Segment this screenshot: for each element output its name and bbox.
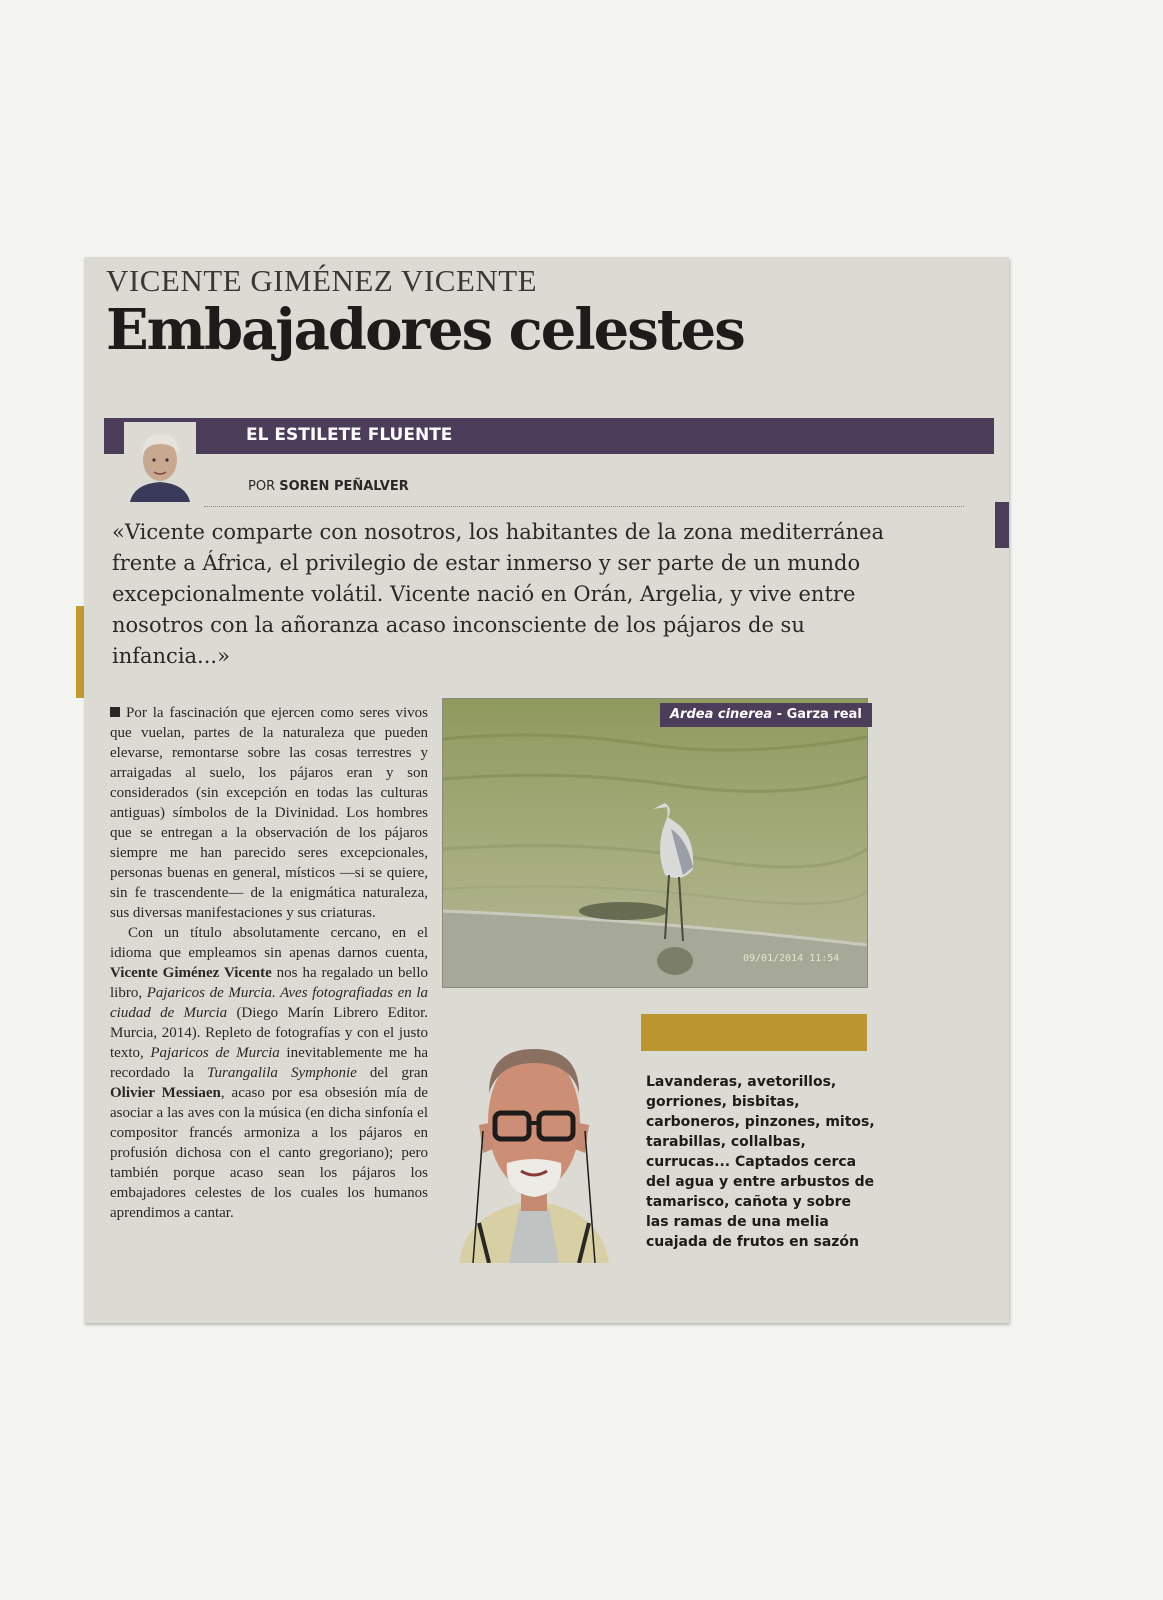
photo-caption [660,703,872,727]
author-photo [124,422,196,502]
photo-timestamp: 09/01/2014 11:54 [743,953,840,964]
body-text-2a: Con un título absolutamente cercano, en el idioma que empleamos sin apenas darnos cuenta, [110,925,428,961]
caption-species: Ardea cinerea [670,707,773,722]
supertitle: VICENTE GIMÉNEZ VICENTE [106,263,538,298]
symphony-title: Turangalila Symphonie [207,1065,357,1081]
sidebar-gold-bar [641,1014,867,1051]
body-text-2b: nos ha regalado un bello libro, [110,965,429,1001]
body-column [110,703,428,1223]
headline: Embajadores celestes [106,297,744,363]
composer-name: Olivier Messiaen [110,1085,221,1101]
section-label: EL ESTILETE FLUENTE [246,425,453,445]
body-text-2e: del gran [356,1065,428,1081]
vicente-portrait [449,1013,619,1263]
section-bar [104,418,994,454]
side-tab [995,502,1009,548]
body-text-1: Por la fascinación que ejercen como seres vivos que vuelan, partes de la naturaleza que pueden elevarse, remontarse sobre las cosas terrestres y arraigadas al suelo, los pájaros eran y son considerados (sin excepción en todas las culturas antiguas) símbolos de la Divinidad. Los hombres que se entregan a la observación de los pájaros siempre me han parecido seres excepcionales, personas buenas en general, místicos —si se quiere, sin fe trascendente— de la enigmática naturaleza, sus diversas manifestaciones y sus criaturas. [110,705,428,921]
body-paragraph-2 [110,923,428,1223]
byline [248,479,409,494]
heron-photo [443,699,867,987]
sidebar-text: Lavanderas, avetorillos, gorriones, bisbitas, carboneros, pinzones, mitos, tarabillas, collalbas, currucas... Captados cerca del agua y entre arbustos de tamarisco, cañota y sobre las ramas de una melia cuajada de frutos en sazón [646,1074,875,1250]
pullquote: «Vicente comparte con nosotros, los habitantes de la zona mediterránea frente a África, el privilegio de estar inmerso y ser parte de un mundo excepcionalmente volátil. Vicente nació en Orán, Argelia, y vive entre nosotros con la añoranza acaso inconsciente de los pájaros de su infancia...» [112,520,885,668]
byline-prefix: POR [248,479,276,494]
byline-divider [204,506,964,507]
book-title-short: Pajaricos de Murcia [150,1045,280,1061]
book-title: Pajaricos de Murcia. Aves fotografiadas en la ciudad de Murcia [110,985,428,1021]
byline-author: SOREN PEÑALVER [279,479,409,494]
body-text-2d: inevitablemente me ha recordado la [110,1045,428,1081]
book-author: Vicente Giménez Vicente [110,965,272,981]
gold-edge-strip [76,606,84,698]
caption-common-name: Garza real [786,707,862,722]
body-paragraph-1 [110,703,428,923]
newspaper-clipping [84,257,1009,1323]
body-text-2f: , acaso por esa obsesión mía de asociar a las aves con la música (en dicha sinfonía el compositor francés armoniza a los pájaros en profusión dichosa con el canto gregoriano); pero también porque acaso sean los pájaros los embajadores celestes de los cuales los humanos aprendimos a cantar. [110,1085,429,1221]
body-text-2c: (Diego Marín Librero Editor. Murcia, 2014). Repleto de fotografías y con el justo texto, [110,1005,428,1061]
paragraph-bullet [110,707,120,717]
caption-separator: - [772,707,787,722]
